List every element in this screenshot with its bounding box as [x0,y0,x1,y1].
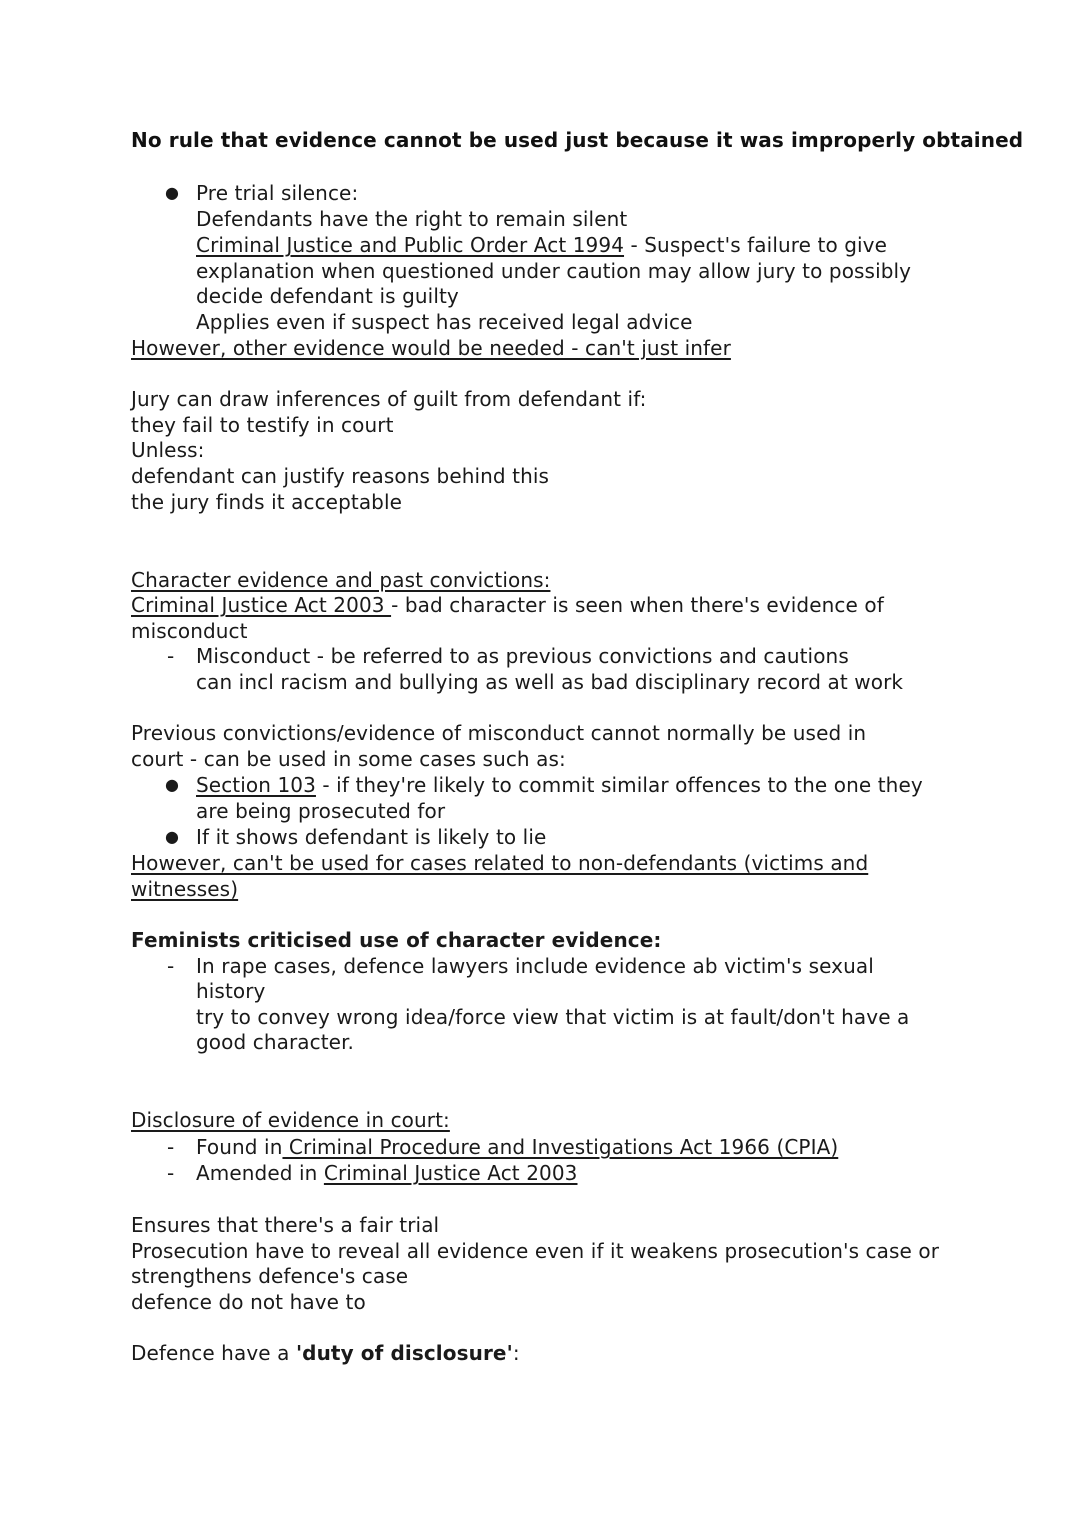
disclosure-heading: Disclosure of evidence in court: [131,1108,450,1132]
character-cont: misconduct [131,619,248,643]
previous-line1: Previous convictions/evidence of misconduct cannot normally be used in [131,721,867,745]
character-act-line [131,592,884,618]
section-103-line [196,772,923,798]
jury-line3: Unless: [131,438,205,462]
pretrial-line2: explanation when questioned under caution may allow jury to possibly [196,259,912,283]
jury-line2: they fail to testify in court [131,413,394,437]
act-cjpoa-1994: Criminal Justice and Public Order Act 1994 [196,233,625,257]
pretrial-line4: Applies even if suspect has received legal advice [196,310,693,334]
pretrial-right: Defendants have the right to remain silent [196,207,628,231]
feminists-line2: history [196,979,266,1003]
dash-icon: - [167,1135,175,1159]
amended-prefix: Amended in [196,1161,324,1185]
duty-colon: : [512,1341,520,1365]
section-103: Section 103 [196,773,316,797]
misconduct-line2: can incl racism and bullying as well as bad disciplinary record at work [196,670,904,694]
defence-line: defence do not have to [131,1290,366,1314]
lie-item: If it shows defendant is likely to lie [196,825,547,849]
previous-however2: witnesses) [131,877,239,901]
previous-however1: However, can't be used for cases related to non-defendants (victims and [131,851,869,875]
act-cpia-1966: Criminal Procedure and Investigations Act 1966 (CPIA) [282,1135,839,1159]
disclosure-found [196,1134,838,1160]
prosecution-line1: Prosecution have to reveal all evidence even if it weakens prosecution's case or [131,1239,940,1263]
section-103-cont: are being prosecuted for [196,799,446,823]
duty-of-disclosure: 'duty of disclosure' [295,1341,513,1365]
bullet-icon: ● [165,183,179,202]
intro-statement: No rule that evidence cannot be used just because it was improperly obtained [131,128,1024,152]
misconduct-line1: Misconduct - be referred to as previous convictions and cautions [196,644,849,668]
pretrial-however: However, other evidence would be needed - can't just infer [131,336,731,360]
previous-line2: court - can be used in some cases such as: [131,747,566,771]
jury-line1: Jury can draw inferences of guilt from defendant if: [131,387,647,411]
feminists-line3: try to convey wrong idea/force view that victim is at fault/don't have a [196,1005,910,1029]
act-cja-2003-amended: Criminal Justice Act 2003 [323,1161,578,1185]
dash-icon: - [167,1161,175,1185]
pretrial-line3: decide defendant is guilty [196,284,459,308]
duty-line [131,1340,520,1366]
pretrial-act-line [196,232,887,258]
act-cja-2003: Criminal Justice Act 2003 [131,593,392,617]
disclosure-amended [196,1160,578,1186]
found-prefix: Found in [196,1135,283,1159]
section-103-text: - if they're likely to commit similar offences to the one they [315,773,923,797]
jury-line5: the jury finds it acceptable [131,490,403,514]
dash-icon: - [167,954,175,978]
jury-line4: defendant can justify reasons behind this [131,464,550,488]
character-heading: Character evidence and past convictions: [131,568,551,592]
bullet-icon: ● [165,827,179,846]
pretrial-act-text: - Suspect's failure to give [624,233,888,257]
dash-icon: - [167,644,175,668]
prosecution-line2: strengthens defence's case [131,1264,409,1288]
feminists-line4: good character. [196,1030,355,1054]
pretrial-heading: Pre trial silence: [196,181,359,205]
bullet-icon: ● [165,775,179,794]
feminists-heading: Feminists criticised use of character evidence: [131,928,662,952]
duty-prefix: Defence have a [131,1341,296,1365]
feminists-line1: In rape cases, defence lawyers include evidence ab victim's sexual [196,954,874,978]
character-act-text: - bad character is seen when there's evidence of [391,593,884,617]
fair-trial: Ensures that there's a fair trial [131,1213,440,1237]
